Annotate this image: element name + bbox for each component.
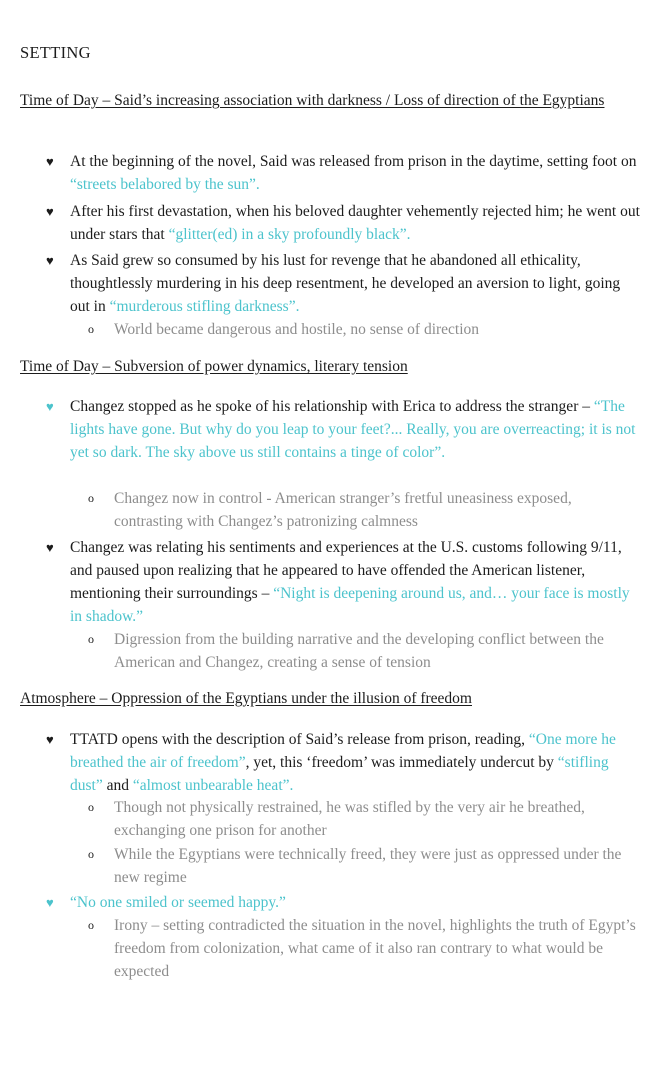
sub-bullet-oppressed: While the Egyptians were technically freed, they were just as oppressed under the new regime — [114, 846, 622, 886]
quote-text: “Night is deepening around us, and… your face is mostly in shadow.” — [70, 585, 630, 625]
section-heading-darkness: Time of Day – Said’s increasing association with darkness / Loss of direction of the Egyptians — [20, 92, 605, 109]
bullet-text: After his first devastation, when his beloved daughter vehemently rejected him; he went out under stars that — [70, 203, 640, 243]
bullet-text: At the beginning of the novel, Said was released from prison in the daytime, setting foot on — [70, 153, 637, 170]
bullet-no-one-smiled — [70, 891, 640, 914]
bullet-text: As Said grew so consumed by his lust for revenge that he abandoned all ethicality, thoughtlessly murdering in his deep resentment, he developed an aversion to light, going out in — [70, 252, 621, 315]
quote-text: “almost unbearable heat”. — [132, 777, 294, 794]
bullet-text: TTATD opens with the description of Said’s release from prison, reading, — [70, 731, 529, 748]
quote-text: “stifling dust” — [70, 754, 609, 794]
section-heading-power: Time of Day – Subversion of power dynamics, literary tension — [20, 358, 408, 375]
heart-bullet-icon: ♥ — [46, 732, 54, 747]
bullet-text: Changez stopped as he spoke of his relationship with Erica to address the stranger – — [70, 398, 594, 415]
heart-bullet-icon: ♥ — [46, 253, 54, 268]
sub-bullet-tension: Digression from the building narrative and the developing conflict between the American and Changez, creating a sense of tension — [114, 631, 604, 671]
heart-bullet-icon: ♥ — [46, 540, 54, 555]
bullet-daytime-release — [70, 150, 640, 196]
heart-bullet-icon: ♥ — [46, 204, 54, 219]
heart-bullet-icon: ♥ — [46, 895, 54, 910]
heart-bullet-icon: ♥ — [46, 399, 54, 414]
quote-text: “streets belabored by the sun”. — [70, 176, 260, 193]
bullet-aversion-light — [70, 249, 640, 318]
sub-bullet-control: Changez now in control - American stranger’s fretful uneasiness exposed, contrasting with Changez’s patronizing calmness — [114, 490, 572, 530]
circle-bullet-icon: o — [88, 322, 94, 336]
bullet-text: Changez was relating his sentiments and experiences at the U.S. customs following 9/11, and paused upon realizing that he appeared to have offended the American listener, mentioning their surroundings – — [70, 539, 622, 602]
circle-bullet-icon: o — [88, 918, 94, 932]
circle-bullet-icon: o — [88, 491, 94, 505]
sub-bullet-irony: Irony – setting contradicted the situation in the novel, highlights the truth of Egypt’s freedom from colonization, what came of it also ran contrary to what would be expected — [114, 917, 636, 980]
bullet-text: , yet, this ‘freedom’ was immediately undercut by — [245, 754, 558, 771]
circle-bullet-icon: o — [88, 632, 94, 646]
circle-bullet-icon: o — [88, 847, 94, 861]
page-title: SETTING — [20, 43, 91, 62]
quote-text: “One more he breathed the air of freedom” — [70, 731, 616, 771]
sub-bullet-stifled: Though not physically restrained, he was stifled by the very air he breathed, exchanging one prison for another — [114, 799, 585, 839]
bullet-text: and — [102, 777, 133, 794]
quote-text: “murderous stifling darkness”. — [109, 298, 300, 315]
quote-text: “No one smiled or seemed happy.” — [70, 894, 286, 911]
bullet-changez-erica — [70, 395, 640, 464]
bullet-us-customs — [70, 536, 640, 628]
bullet-ttatd-opening — [70, 728, 640, 797]
quote-text: “The lights have gone. But why do you leap to your feet?... Really, you are overreacting; it is not yet so dark. The sky above us still contains a tinge of color”. — [70, 398, 636, 461]
quote-text: “glitter(ed) in a sky profoundly black”. — [168, 226, 411, 243]
section-heading-atmosphere: Atmosphere – Oppression of the Egyptians under the illusion of freedom — [20, 690, 472, 707]
sub-bullet-direction: World became dangerous and hostile, no sense of direction — [114, 321, 480, 338]
circle-bullet-icon: o — [88, 800, 94, 814]
heart-bullet-icon: ♥ — [46, 154, 54, 169]
bullet-stars-night — [70, 200, 640, 246]
